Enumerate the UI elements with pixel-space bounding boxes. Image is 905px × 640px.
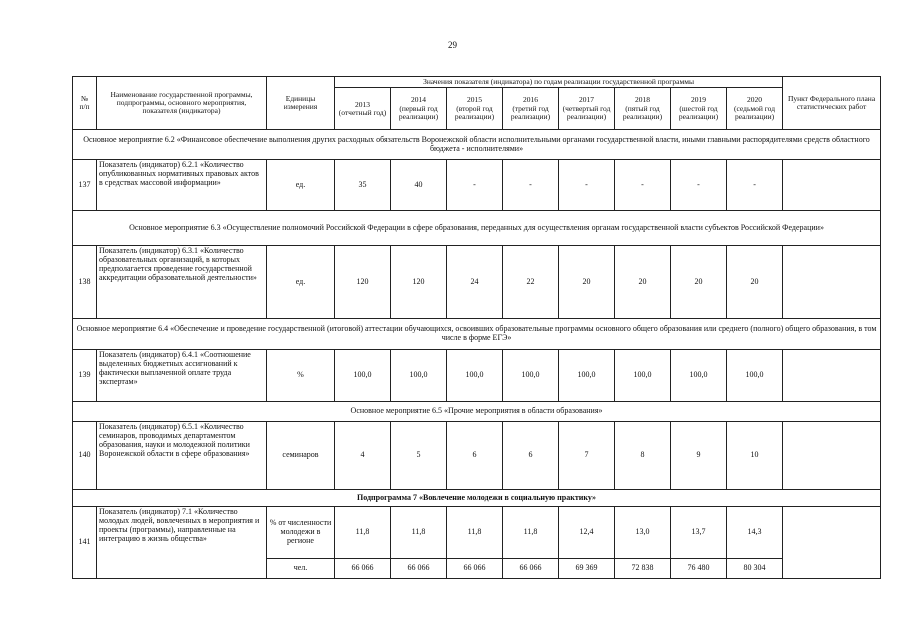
plan-cell: [783, 160, 881, 211]
value-cell: 6: [503, 422, 559, 490]
value-cell: 11,8: [447, 507, 503, 559]
value-cell: 66 066: [391, 559, 447, 579]
value-cell: 9: [671, 422, 727, 490]
year-header: [447, 88, 503, 130]
value-cell: 7: [559, 422, 615, 490]
header-values-title: Значения показателя (индикатора) по годам реализации государственной программы: [335, 77, 783, 88]
plan-cell: [783, 422, 881, 490]
value-cell: 24: [447, 246, 503, 319]
year-label: (первый год реализации): [398, 103, 439, 122]
indicators-table: [72, 76, 881, 579]
value-cell: 80 304: [727, 559, 783, 579]
value-cell: 76 480: [671, 559, 727, 579]
section-6-4: Основное мероприятие 6.4 «Обеспечение и проведение государственной (итоговой) аттестации обучающихся, освоивших образовательные программы основного общего образования или среднего (полного) общего образования, в том числе в форме ЕГЭ»: [73, 319, 881, 350]
year-label: (второй год реализации): [454, 103, 495, 122]
value-cell: 4: [335, 422, 391, 490]
plan-cell: [783, 246, 881, 319]
value-cell: -: [559, 160, 615, 211]
value-cell: 100,0: [615, 350, 671, 402]
value-cell: 5: [391, 422, 447, 490]
row-number: 138: [73, 246, 97, 319]
year-label: (седьмой год реализации): [734, 103, 776, 122]
value-cell: 100,0: [391, 350, 447, 402]
value-cell: 20: [671, 246, 727, 319]
value-cell: 13,0: [615, 507, 671, 559]
value-cell: 14,3: [727, 507, 783, 559]
value-cell: 22: [503, 246, 559, 319]
year-number: 2020: [747, 95, 763, 105]
header-num: № п/п: [73, 77, 97, 130]
plan-cell: [783, 350, 881, 402]
header-name: Наименование государственной программы, подпрограммы, основного мероприятия, показателя (индикатора): [97, 77, 267, 130]
row-number: 141: [73, 507, 97, 579]
value-cell: 66 066: [335, 559, 391, 579]
year-number: 2014: [411, 95, 426, 105]
row-number: 137: [73, 160, 97, 211]
value-cell: 120: [391, 246, 447, 319]
value-cell: 100,0: [335, 350, 391, 402]
header-unit: Единицы измерения: [267, 77, 335, 130]
value-cell: -: [447, 160, 503, 211]
indicator-name: Показатель (индикатор) 7.1 «Количество молодых людей, вовлеченных в мероприятия и проекты (программы), направленные на интеграцию в жизнь общества»: [97, 507, 267, 579]
plan-cell: [783, 507, 881, 579]
year-header: [727, 88, 783, 130]
year-label: (пятый год реализации): [622, 103, 663, 122]
year-label: (четвертый год реализации): [562, 103, 611, 122]
value-cell: 35: [335, 160, 391, 211]
subprogram-7: Подпрограмма 7 «Вовлечение молодежи в социальную практику»: [73, 490, 881, 507]
value-cell: 66 066: [503, 559, 559, 579]
indicator-name: Показатель (индикатор) 6.4.1 «Соотношение выделенных бюджетных ассигнований к фактически выплаченной оплате труда экспертам»: [97, 350, 267, 402]
value-cell: 13,7: [671, 507, 727, 559]
value-cell: 10: [727, 422, 783, 490]
year-header: [671, 88, 727, 130]
year-header: [503, 88, 559, 130]
section-6-3: Основное мероприятие 6.3 «Осуществление полномочий Российской Федерации в сфере образования, переданных для осуществления органам государственной власти субъектов Российской Федерации»: [73, 211, 881, 246]
value-cell: 100,0: [447, 350, 503, 402]
year-number: 2018: [635, 95, 650, 105]
year-label: (отчетный год): [338, 107, 387, 117]
value-cell: -: [671, 160, 727, 211]
section-6-5: Основное мероприятие 6.5 «Прочие мероприятия в области образования»: [73, 402, 881, 422]
value-cell: 12,4: [559, 507, 615, 559]
value-cell: -: [503, 160, 559, 211]
value-cell: 100,0: [671, 350, 727, 402]
year-label: (шестой год реализации): [678, 103, 719, 122]
value-cell: 66 066: [447, 559, 503, 579]
value-cell: 11,8: [503, 507, 559, 559]
row-number: 140: [73, 422, 97, 490]
row-number: 139: [73, 350, 97, 402]
indicator-name: Показатель (индикатор) 6.2.1 «Количество опубликованных нормативных правовых актов в средствах массовой информации»: [97, 160, 267, 211]
year-number: 2013: [355, 99, 370, 109]
value-cell: 100,0: [503, 350, 559, 402]
header-plan: Пункт Федерального плана статистических работ: [783, 77, 881, 130]
value-cell: 11,8: [335, 507, 391, 559]
indicator-name: Показатель (индикатор) 6.3.1 «Количество образовательных организаций, в которых предполагается проведение государственной аккредитации образовательной деятельности»: [97, 246, 267, 319]
value-cell: 8: [615, 422, 671, 490]
value-cell: 11,8: [391, 507, 447, 559]
unit-cell: ед.: [267, 160, 335, 211]
unit-cell: % от численности молодежи в регионе: [267, 507, 335, 559]
page-number: 29: [448, 40, 457, 50]
indicator-name: Показатель (индикатор) 6.5.1 «Количество семинаров, проводимых департаментом образования, науки и молодежной политики Воронежской области в сфере образования»: [97, 422, 267, 490]
value-cell: 69 369: [559, 559, 615, 579]
unit-cell: %: [267, 350, 335, 402]
year-header: [615, 88, 671, 130]
year-header: [335, 88, 391, 130]
year-label: (третий год реализации): [510, 103, 551, 122]
year-number: 2017: [579, 95, 594, 105]
value-cell: 100,0: [559, 350, 615, 402]
year-number: 2016: [523, 95, 538, 105]
value-cell: 20: [615, 246, 671, 319]
unit-cell: ед.: [267, 246, 335, 319]
year-number: 2015: [467, 95, 482, 105]
value-cell: 40: [391, 160, 447, 211]
value-cell: 6: [447, 422, 503, 490]
year-number: 2019: [691, 95, 706, 105]
value-cell: 72 838: [615, 559, 671, 579]
value-cell: -: [615, 160, 671, 211]
value-cell: 20: [727, 246, 783, 319]
value-cell: 120: [335, 246, 391, 319]
value-cell: -: [727, 160, 783, 211]
unit-cell: семинаров: [267, 422, 335, 490]
value-cell: 20: [559, 246, 615, 319]
section-6-2: Основное мероприятие 6.2 «Финансовое обеспечение выполнения других расходных обязательств Воронежской области исполнительными органами государственной власти, иными главными распорядителями средств областного бюджета - исполнителями»: [73, 130, 881, 160]
unit-cell: чел.: [267, 559, 335, 579]
year-header: [391, 88, 447, 130]
value-cell: 100,0: [727, 350, 783, 402]
year-header: [559, 88, 615, 130]
